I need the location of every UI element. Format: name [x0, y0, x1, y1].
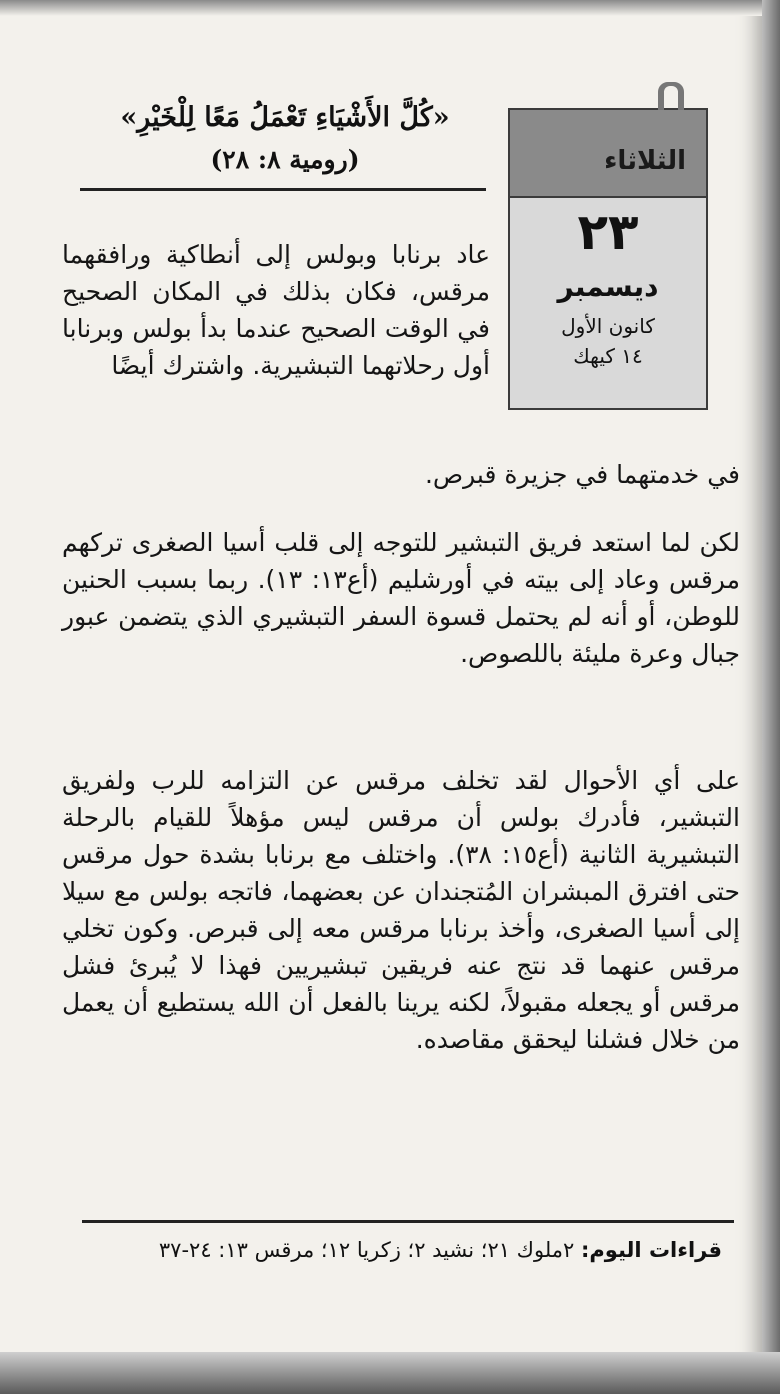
- calendar-header: [510, 110, 706, 198]
- calendar-day-number: ٢٣: [577, 203, 639, 261]
- calendar-block: [508, 108, 708, 410]
- page-edge: [762, 0, 780, 1394]
- calendar-weekday: الثلاثاء: [604, 146, 686, 176]
- calendar-month: ديسمبر: [557, 270, 659, 303]
- verse-text: «كُلَّ الأَشْيَاءِ تَعْمَلُ مَعًا لِلْخَيْرِ»: [120, 102, 450, 133]
- paragraph-1-first: [62, 236, 490, 384]
- readings-label: قراءات اليوم:: [581, 1238, 722, 1262]
- daily-readings: [82, 1238, 722, 1262]
- footer-divider: [82, 1220, 734, 1223]
- paragraph-3: [62, 762, 740, 1058]
- paragraph-text: عاد برنابا وبولس إلى أنطاكية ورافقهما مرقس، فكان بذلك في المكان الصحيح في الوقت الصحيح عندما بدأ بولس وبرنابا أول رحلاتهما التبشيرية. واشترك أيضًا: [62, 240, 490, 380]
- top-shadow: [0, 0, 762, 16]
- calendar-syriac-month: كانون الأول: [561, 314, 655, 338]
- calendar-coptic-date: ١٤ كيهك: [573, 344, 643, 368]
- readings-text: ٢ملوك ٢١؛ نشيد ٢؛ زكريا ١٢؛ مرقس ١٣: ٢٤-٣٧: [158, 1238, 575, 1262]
- paragraph-1-rest: [62, 456, 740, 493]
- header-divider: [80, 188, 486, 191]
- paragraph-text: لكن لما استعد فريق التبشير للتوجه إلى قلب أسيا الصغرى تركهم مرقس وعاد إلى بيته في أورشليم (أع١٣: ١٣). ربما بسبب الحنين للوطن، أو أنه لم يحتمل قسوة السفر التبشيري الذي يتضمن عبور جبال وعرة مليئة باللصوص.: [62, 528, 740, 668]
- paragraph-text: في خدمتهما في جزيرة قبرص.: [424, 460, 740, 489]
- verse-reference: (رومية ٨: ٢٨): [210, 145, 360, 174]
- paragraph-2: [62, 524, 740, 672]
- verse-header: [86, 96, 484, 180]
- page-bottom-edge: [0, 1352, 780, 1394]
- paragraph-text: على أي الأحوال لقد تخلف مرقس عن التزامه للرب ولفريق التبشير، فأدرك بولس أن مرقس ليس مؤهلاً للقيام بالرحلة التبشيرية الثانية (أع١٥: ٣٨). واختلف مع برنابا بشدة حول مرقس حتى افترق المبشران المُتجندان عن بعضهما، فاتجه بولس مع سيلا إلى أسيا الصغرى، وأخذ برنابا مرقس معه إلى قبرص. وكون تخلي مرقس عنهما قد نتج عنه فريقين تبشيريين فهذا لا يُبرئ فشل مرقس أو يجعله مقبولاً، لكنه يرينا بالفعل أن الله يستطيع أن يعمل من خلال فشلنا ليحقق مقاصده.: [62, 766, 740, 1054]
